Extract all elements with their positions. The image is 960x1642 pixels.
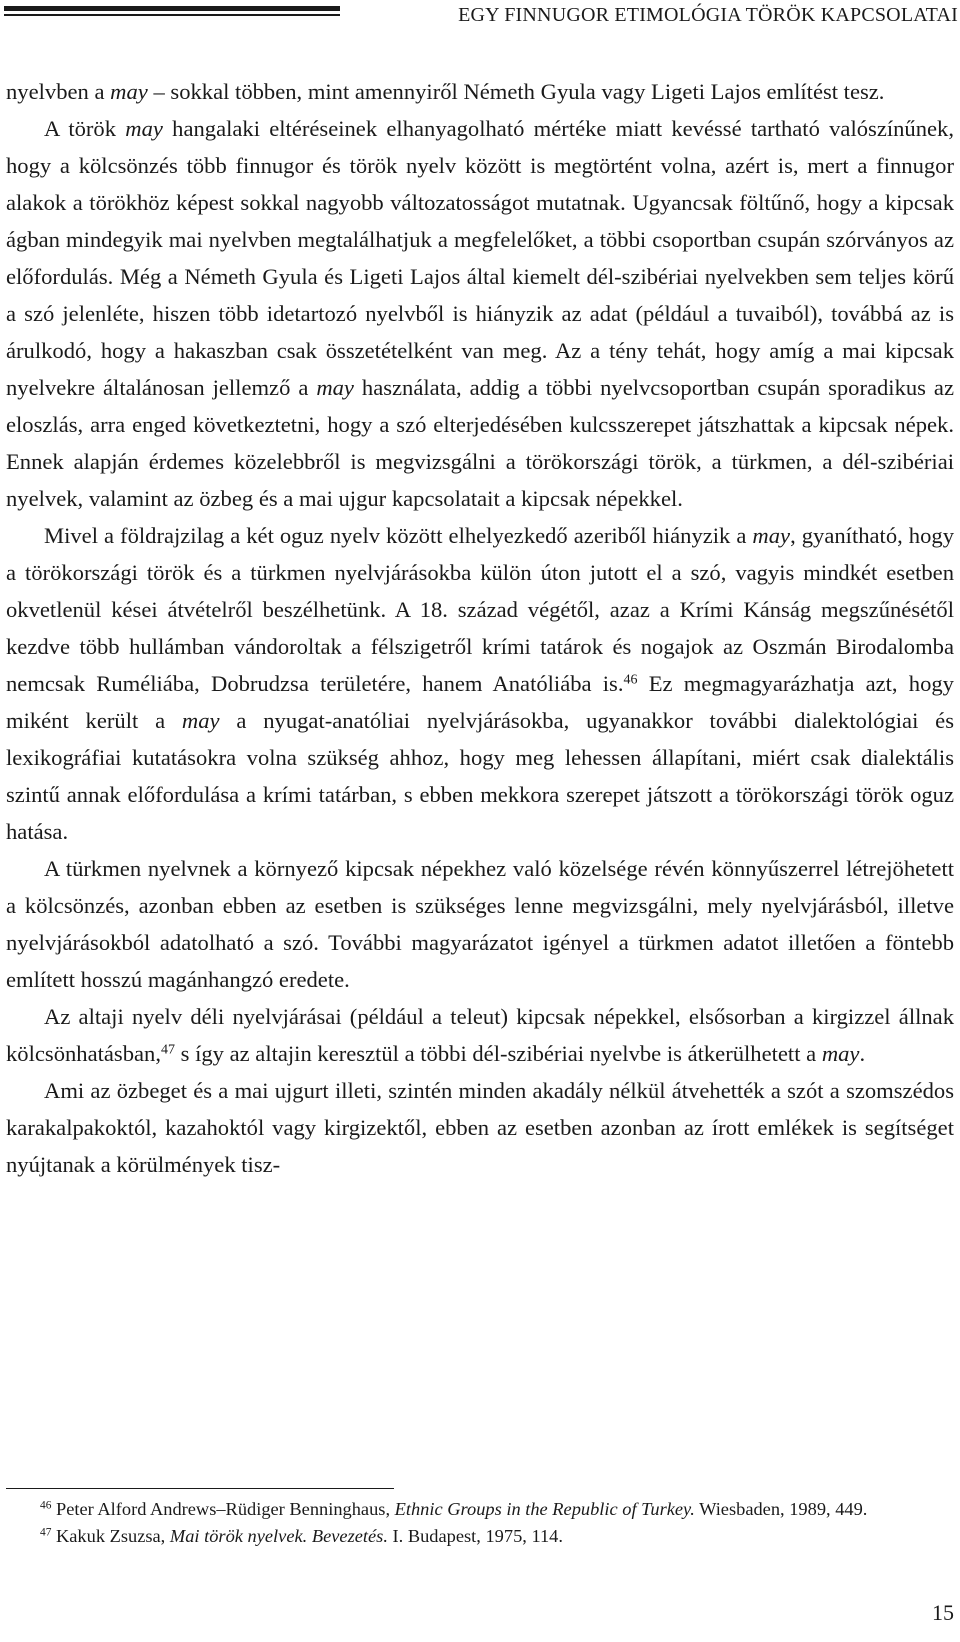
- running-header-title: EGY FINNUGOR ETIMOLÓGIA TÖRÖK KAPCSOLATAI: [458, 4, 958, 26]
- text-run: .: [859, 1041, 866, 1066]
- running-header: [0, 0, 960, 40]
- text-run: Az altaji nyelv déli nyelvjárásai (például a teleut) kipcsak népekkel, elsősorban a kirgizzel állnak kölcsönhatásban,: [6, 1004, 954, 1066]
- body-text: [6, 73, 954, 1183]
- text-run: a nyugat-anatóliai nyelvjárásokba, ugyanakkor további dialektológiai és lexikográfiai kutatásokra volna szükség ahhoz, hogy meg lehessen állapítani, miért csak dialektális szintű annak előfordulása a krími tatárban, s ebben mekkora szerepet játszott a törökországi török oguz hatása.: [6, 708, 954, 844]
- paragraph-3: [6, 517, 954, 850]
- footnote-46: [6, 1496, 954, 1523]
- text-run: Kakuk Zsuzsa,: [51, 1526, 170, 1546]
- italic-term: may: [316, 375, 354, 400]
- paragraph-6: [6, 1072, 954, 1183]
- paragraph-5: [6, 998, 954, 1072]
- text-run: , gyanítható, hogy a törökországi török és a türkmen nyelvjárásokba külön úton jutott el a szó, vagyis mindkét esetben okvetlenül kései átvételről beszélhetünk. A 18. század végétől, azaz a Krími Kánság megszűnésétől kezdve több hullámban vándoroltak a félszigetről krími tatárok és nogajok az Oszmán Birodalomba nemcsak Ruméliába, Dobrudzsa területére, hanem Anatóliába is.: [6, 523, 954, 696]
- header-rule-thick: [4, 6, 340, 11]
- footnote-separator: [6, 1488, 394, 1489]
- footnote-number: 46: [40, 1499, 52, 1512]
- italic-title: Ethnic Groups in the Republic of Turkey.: [394, 1499, 695, 1519]
- text-run: hangalaki eltéréseinek elhanyagolható mértéke miatt kevéssé tartható valószínűnek, hogy a kölcsönzés több finnugor és török nyelv között is megtörtént volna, azért is, mert a finnugor alakok a törökhöz képest sokkal nagyobb változatosságot mutatnak. Ugyancsak föltűnő, hogy a kipcsak ágban mindegyik mai nyelvben megtalálhatjuk a megfelelőket, a többi csoportban csupán szórványos az előfordulás. Még a Németh Gyula és Ligeti Lajos által kiemelt dél-szibériai nyelvekben sem teljes körű a szó jelenléte, hiszen több idetartozó nyelvből is hiányzik az adat (például a tuvaiból), továbbá az is árulkodó, hogy a hakaszban csak összetételként van meg. Az a tény tehát, hogy amíg a mai kipcsak nyelvekre általánosan jellemző a: [6, 116, 954, 400]
- text-run: s így az altajin keresztül a többi dél-szibériai nyelvbe is átkerülhetett a: [174, 1041, 822, 1066]
- italic-term: may: [110, 79, 148, 104]
- text-run: Ez megmagyarázhatja azt, hogy miként került a: [6, 671, 954, 733]
- text-run: A türkmen nyelvnek a környező kipcsak népekhez való közelsége révén könnyűszerrel létrejöhetett a kölcsönzés, azonban ebben az esetben is szükséges lenne megvizsgálni, mely nyelvjárásból, illetve nyelvjárásokból adatolható a szó. További magyarázatot igényel a türkmen adatot illetően a föntebb említett hosszú magánhangzó eredete.: [6, 856, 954, 992]
- footnote-ref-47[interactable]: 47: [160, 1042, 175, 1058]
- italic-title: Mai török nyelvek. Bevezetés.: [169, 1526, 388, 1546]
- header-rule-thin: [4, 14, 340, 16]
- footnote-ref-46[interactable]: 46: [623, 672, 638, 688]
- text-run: I. Budapest, 1975, 114.: [387, 1526, 563, 1546]
- text-run: használata, addig a többi nyelvcsoportban csupán sporadikus az eloszlás, arra enged következtetni, hogy a szó elterjedésében kulcsszerepet játszhattak a kipcsak népek. Ennek alapján érdemes közelebbről is megvizsgálni a törökországi török, a türkmen, a dél-szibériai nyelvek, valamint az özbeg és a mai ujgur kapcsolatait a kipcsak népekkel.: [6, 375, 954, 511]
- italic-term: may: [752, 523, 791, 548]
- text-run: – sokkal többen, mint amennyiről Németh Gyula vagy Ligeti Lajos említést tesz.: [147, 79, 885, 104]
- footnote-number: 47: [40, 1526, 52, 1539]
- paragraph-4: [6, 850, 954, 998]
- footnotes: [6, 1496, 954, 1550]
- text-run: nyelvben a: [6, 79, 111, 104]
- text-run: Mivel a földrajzilag a két oguz nyelv között elhelyezkedő azeriből hiányzik a: [44, 523, 753, 548]
- paragraph-2: [6, 110, 954, 517]
- paragraph-1: [6, 73, 954, 110]
- footnote-47: [6, 1523, 954, 1550]
- text-run: A török: [44, 116, 126, 141]
- italic-term: may: [821, 1041, 860, 1066]
- italic-term: may: [125, 116, 163, 141]
- italic-term: may: [181, 708, 220, 733]
- text-run: Wiesbaden, 1989, 449.: [694, 1499, 868, 1519]
- text-run: Peter Alford Andrews–Rüdiger Benninghaus,: [51, 1499, 395, 1519]
- page-number: 15: [932, 1600, 954, 1625]
- header-double-rule: [4, 6, 340, 16]
- text-run: Ami az özbeget és a mai ujgurt illeti, szintén minden akadály nélkül átvehették a szót a szomszédos karakalpakoktól, kazahoktól vagy kirgizektől, ebben az esetben azonban az írott emlékek is segítséget nyújtanak a körülmények tisz-: [6, 1078, 954, 1177]
